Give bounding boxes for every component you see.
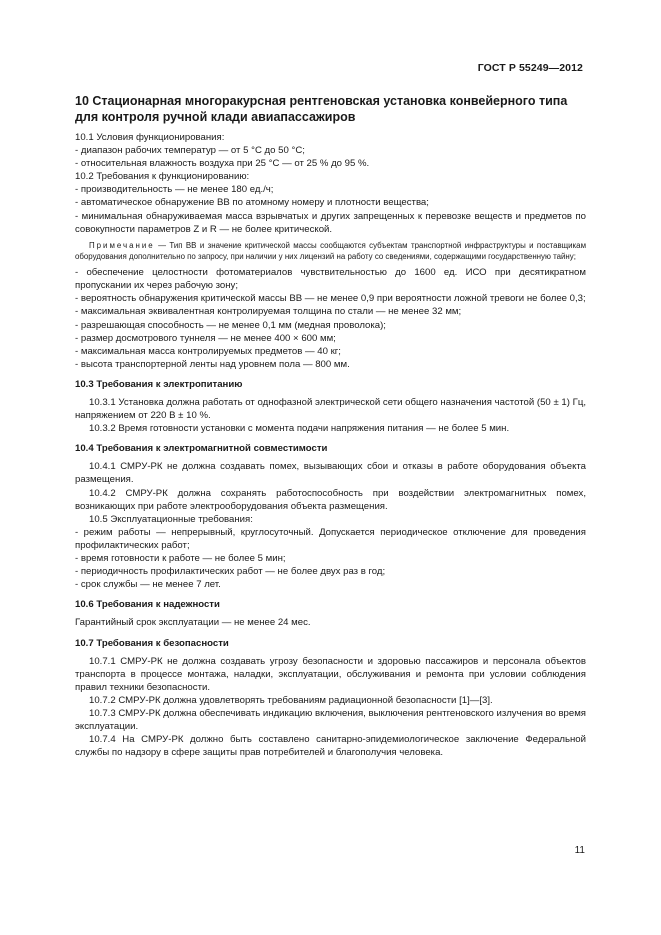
paragraph: 10.4.1 СМРУ-РК не должна создавать помех, вызывающих сбои и отказы в работе оборудования объекта размещения.	[75, 461, 586, 486]
paragraph: 10.2 Требования к функционированию:	[75, 171, 250, 183]
paragraph: 10.7.3 СМРУ-РК должна обеспечивать индикацию включения, выключения рентгеновского излучения во время эксплуатации.	[75, 707, 586, 733]
list-item: - автоматическое обнаружение ВВ по атомному номеру и плотности вещества;	[75, 197, 429, 209]
list-item: - режим работы — непрерывный, круглосуточный. Допускается периодическое отключение для проведения профилактических работ;	[75, 526, 586, 551]
paragraph: 10.3.1 Установка должна работать от однофазной электрической сети общего назначения частотой (50 ± 1) Гц, напряжением от 220 В ± 10 %.	[75, 397, 586, 422]
section-heading: 10.7 Требования к безопасности	[75, 637, 229, 649]
section-title: 10 Стационарная многоракурсная рентгеновская установка конвейерного типа для контроля ручной клади авиапассажиров	[75, 94, 568, 124]
note-text: — Тип ВВ и значение критической массы сообщаются субъектам транспортной инфраструктуры и поставщикам оборудования дополнительно по запросу, при наличии у них лицензий на работу со сведениями, содержащими государственную тайну;	[75, 240, 586, 261]
paragraph: 10.1 Условия функционирования:	[75, 132, 225, 143]
list-item: - минимальная обнаруживаемая масса взрывчатых и других запрещенных к перевозке веществ и предметов по совокупности параметров Z и R — не более критической.	[75, 210, 586, 235]
paragraph: 10.7.2 СМРУ-РК должна удовлетворять требованиям радиационной безопасности [1]—[3].	[89, 694, 493, 706]
list-item: - высота транспортерной ленты над уровнем пола — 800 мм.	[75, 358, 350, 370]
paragraph: 10.5 Эксплуатационные требования:	[89, 513, 253, 525]
paragraph: 10.3.2 Время готовности установки с момента подачи напряжения питания — не более 5 мин.	[89, 423, 510, 435]
list-item: - производительность — не менее 180 ед./ч;	[75, 184, 274, 196]
paragraph: 10.7.1 СМРУ-РК не должна создавать угрозу безопасности и здоровью пассажиров и персонала объектов транспорта в процессе монтажа, наладки, эксплуатации, обслуживания и ремонта при условии соблюдения правил техники безопасности.	[75, 655, 586, 693]
paragraph: 10.4.2 СМРУ-РК должна сохранять работоспособность при воздействии электромагнитных помех, возникающих при работе электрооборудования объекта размещения.	[75, 487, 586, 512]
list-item: - разрешающая способность — не менее 0,1 мм (медная проволока);	[75, 319, 386, 331]
document-body	[75, 131, 586, 759]
section-heading: 10.4 Требования к электромагнитной совместимости	[75, 443, 328, 455]
list-item: - размер досмотрового туннеля — не менее 400 × 600 мм;	[75, 332, 336, 344]
list-item: - обеспечение целостности фотоматериалов чувствительностью до 1600 ед. ИСО при десятикратном пропускании их через рабочую зону;	[75, 267, 586, 292]
page-number: 11	[574, 845, 585, 856]
section-heading: 10.6 Требования к надежности	[75, 599, 220, 611]
section-heading: 10.3 Требования к электропитанию	[75, 378, 243, 390]
standard-code: ГОСТ Р 55249—2012	[477, 62, 583, 74]
list-item: - максимальная масса контролируемых предметов — 40 кг;	[75, 345, 341, 357]
list-item: - срок службы — не менее 7 лет.	[75, 579, 221, 591]
note-label: Примечание	[89, 240, 155, 250]
list-item: - относительная влажность воздуха при 25 °С — от 25 % до 95 %.	[75, 158, 370, 170]
note	[75, 240, 586, 262]
list-item: - диапазон рабочих температур — от 5 °С до 50 °С;	[75, 145, 305, 157]
list-item: - максимальная эквивалентная контролируемая толщина по стали — не менее 32 мм;	[75, 306, 462, 318]
paragraph: Гарантийный срок эксплуатации — не менее 24 мес.	[75, 617, 311, 629]
list-item: - время готовности к работе — не более 5 мин;	[75, 553, 286, 565]
list-item: - вероятность обнаружения критической массы ВВ — не менее 0,9 при вероятности ложной тревоги не более 0,3;	[75, 293, 586, 305]
paragraph: 10.7.4 На СМРУ-РК должно быть составлено санитарно-эпидемиологическое заключение Федеральной службы по надзору в сфере защиты прав потребителей и благополучия человека.	[75, 734, 586, 759]
list-item: - периодичность профилактических работ — не более двух раз в год;	[75, 566, 386, 578]
